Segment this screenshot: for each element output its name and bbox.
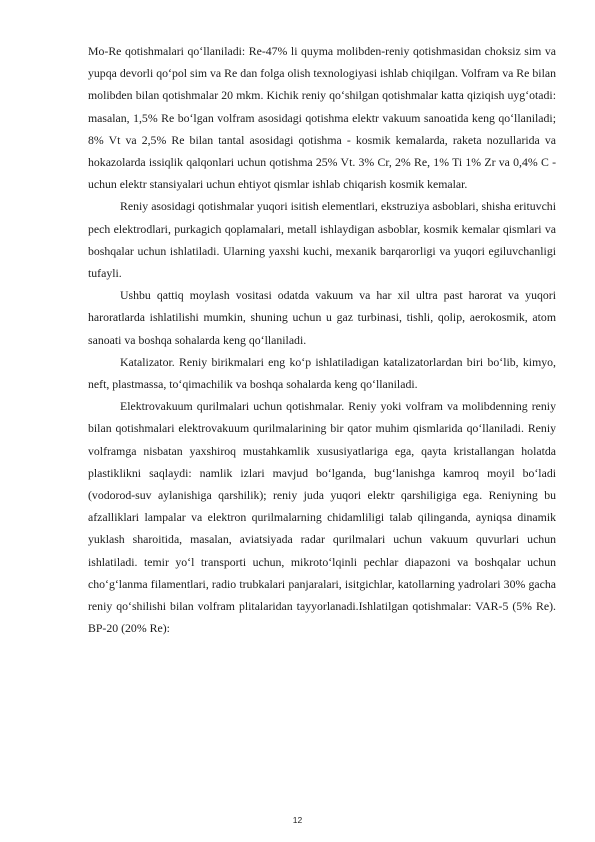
paragraph-molybdenum-rhenium-alloys: Mo-Re qotishmalari qo‘llaniladi: Re-47% li quyma molibden-reniy qotishmasidan choksiz sim va yupqa devorli qo‘pol sim va Re dan folga olish texnologiyasi ishlab chiqilgan. Volfram va Re bilan molibden bilan qotishmalar 20 mkm. Kichik reniy qo‘shilgan qotishmalar katta qiziqish uyg‘otadi: masalan, 1,5% Re bo‘lgan volfram asosidagi qotishma elektr vakuum sanoatida keng qo‘llaniladi; 8% Vt va 2,5% Re bilan tantal asosidagi qotishma - kosmik kemalarda, raketa nozullarida va hokazolarda issiqlik qalqonlari uchun qotishma 25% Vt. 3% Cr, 2% Re, 1% Ti 1% Zr va 0,4% C - uchun elektr stansiyalari uchun ehtiyot qismlar ishlab chiqarish kosmik kemalar. xyxy=(88,44,556,192)
paragraph-rhenium-based-alloys: Reniy asosidagi qotishmalar yuqori isitish elementlari, ekstruziya asboblari, shisha erituvchi pech elektrodlari, purkagich qoplamalari, metall ishlaydigan asboblar, kosmik kemalar qismlari va boshqalar uchun ishlatiladi. Ularning yaxshi kuchi, mexanik barqarorligi va yuqori egiluvchanligi tufayli. xyxy=(88,199,556,281)
document-page xyxy=(88,40,556,639)
page-number: 12 xyxy=(292,815,303,825)
paragraph-catalyst: Katalizator. Reniy birikmalari eng ko‘p ishlatiladigan katalizatorlardan biri bo‘lib, kimyo, neft, plastmassa, to‘qimachilik va boshqa sohalarda keng qo‘llaniladi. xyxy=(88,354,556,392)
paragraph-electrovacuum-alloys: Elektrovakuum qurilmalari uchun qotishmalar. Reniy yoki volfram va molibdenning reniy bilan qotishmalari elektrovakuum qurilmalarining bir qator muhim qismlarida qo‘llaniladi. Reniy volframga nisbatan yaxshiroq mustahkamlik xususiyatlariga ega, qayta kristallangan holatda plastiklikni saqlaydi: namlik izlari mavjud bo‘lganda, bug‘lanishga kamroq moyil bo‘ladi (vodorod-suv aylanishiga qarshilik); reniy juda yuqori elektr qarshiligiga ega. Reniyning bu afzalliklari lampalar va elektron qurilmalarning chidamliligi talab qilinganda, ayniqsa dinamik yuklash sharoitida, masalan, aviatsiyada radar qurilmalari uchun vakuum quvurlari uchun ishlatiladi. temir yo‘l transporti uchun, mikroto‘lqinli pechlar diapazoni va boshqalar uchun cho‘g‘lanma filamentlari, radio trubkalari panjaralari, isitgichlar, katollarning yadrolari 30% gacha reniy qo‘shilishi bilan volfram plitalaridan tayyorlanadi.Ishlatilgan qotishmalar: VAR-5 (5% Re). BP-20 (20% Re): xyxy=(88,399,556,636)
paragraph-solid-lubricant: Ushbu qattiq moylash vositasi odatda vakuum va har xil ultra past harorat va yuqori haroratlarda ishlatilishi mumkin, shuning uchun u gaz turbinasi, tishli, qolip, aerokosmik, atom sanoati va boshqa sohalarda keng qo‘llaniladi. xyxy=(88,288,556,347)
